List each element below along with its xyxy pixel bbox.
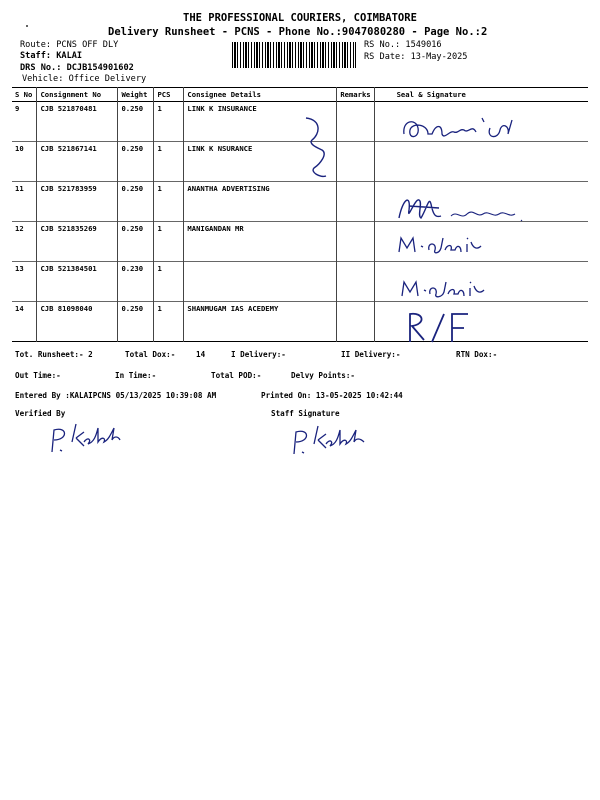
runsheet-subtitle: Delivery Runsheet - PCNS - Phone No.:9047080280 - Page No.:2 [108,26,488,38]
in-time: In Time:- [115,371,157,380]
company-title: THE PROFESSIONAL COURIERS, COIMBATORE [183,12,417,24]
table-row [12,262,588,302]
entered-by: Entered By :KALAIPCNS 05/13/2025 10:39:08 AM [15,391,217,400]
staff-signature [286,420,370,460]
cell-pcs: 1 [154,102,184,142]
table-header-row [12,88,588,102]
i-delivery: I Delivery:- [231,350,286,359]
col-header-consignment: Consignment No [37,88,118,102]
signature-row-12 [395,232,485,258]
bracket-scribble [300,112,340,184]
cell-consignee: SHANMUGAM IAS ACEDEMY [184,302,337,342]
cell-consignment: CJB 521870481 [37,102,118,142]
print-speck [26,25,28,27]
cell-weight: 0.250 [118,222,154,262]
cell-remarks [337,102,374,142]
vehicle-text: Vehicle: Office Delivery [22,74,147,84]
cell-consignment: CJB 521783959 [37,182,118,222]
col-header-consignee: Consignee Details [184,88,337,102]
signature-row-9 [398,110,538,146]
col-header-sno: S No [15,90,33,99]
cell-sno: 9 [15,104,20,113]
rtn-dox: RTN Dox:- [456,350,498,359]
col-header-signature: Seal & Signature [374,88,588,102]
cell-sno: 14 [15,304,24,313]
cell-consignee: LINK K NSURANCE [184,142,337,182]
cell-sno: 11 [15,184,24,193]
cell-consignment: CJB 521384501 [37,262,118,302]
cell-remarks [337,182,374,222]
signature-row-13 [398,276,488,302]
cell-pcs: 1 [154,222,184,262]
cell-remarks [337,262,374,302]
total-pod: Total POD:- [211,371,262,380]
cell-consignment: CJB 81098040 [37,302,118,342]
staff-text: Staff: KALAI [20,51,83,61]
signature-row-11 [395,188,535,230]
cell-remarks [337,222,374,262]
cell-sno: 13 [15,264,24,273]
out-time: Out Time:- [15,371,61,380]
route-text: Route: PCNS OFF DLY [20,40,119,50]
cell-remarks [337,142,374,182]
cell-consignment: CJB 521867141 [37,142,118,182]
staff-signature-label: Staff Signature [271,409,340,418]
cell-weight: 0.250 [118,102,154,142]
cell-pcs: 1 [154,262,184,302]
verified-by-signature [44,418,124,458]
total-dox-label: Total Dox:- [125,350,176,359]
total-dox-value: 14 [196,350,206,359]
ii-delivery: II Delivery:- [341,350,401,359]
signature-row-14 [404,308,476,346]
verified-by-label: Verified By [15,409,66,418]
cell-consignee: MANIGANDAN MR [184,222,337,262]
rs-date: RS Date: 13-May-2025 [364,52,468,62]
cell-consignment: CJB 521835269 [37,222,118,262]
cell-weight: 0.250 [118,302,154,342]
drs-number: DRS No.: DCJB154901602 [20,63,134,73]
delvy-points: Delvy Points:- [291,371,356,380]
printed-on: Printed On: 13-05-2025 10:42:44 [261,391,403,400]
cell-weight: 0.250 [118,142,154,182]
cell-consignee: LINK K INSURANCE [184,102,337,142]
col-header-pcs: PCS [154,88,184,102]
cell-consignee: ANANTHA ADVERTISING [184,182,337,222]
cell-consignee [184,262,337,302]
col-header-remarks: Remarks [337,88,374,102]
table-row [12,302,588,342]
cell-signature [374,142,588,182]
cell-weight: 0.250 [118,182,154,222]
cell-pcs: 1 [154,182,184,222]
cell-sno: 12 [15,224,24,233]
cell-remarks [337,302,374,342]
cell-pcs: 1 [154,142,184,182]
tot-runsheet: Tot. Runsheet:- 2 [15,350,93,359]
barcode-image [232,42,356,68]
cell-pcs: 1 [154,302,184,342]
col-header-weight: Weight [118,88,154,102]
rs-number: RS No.: 1549016 [364,40,442,50]
cell-sno: 10 [15,144,24,153]
cell-weight: 0.230 [118,262,154,302]
